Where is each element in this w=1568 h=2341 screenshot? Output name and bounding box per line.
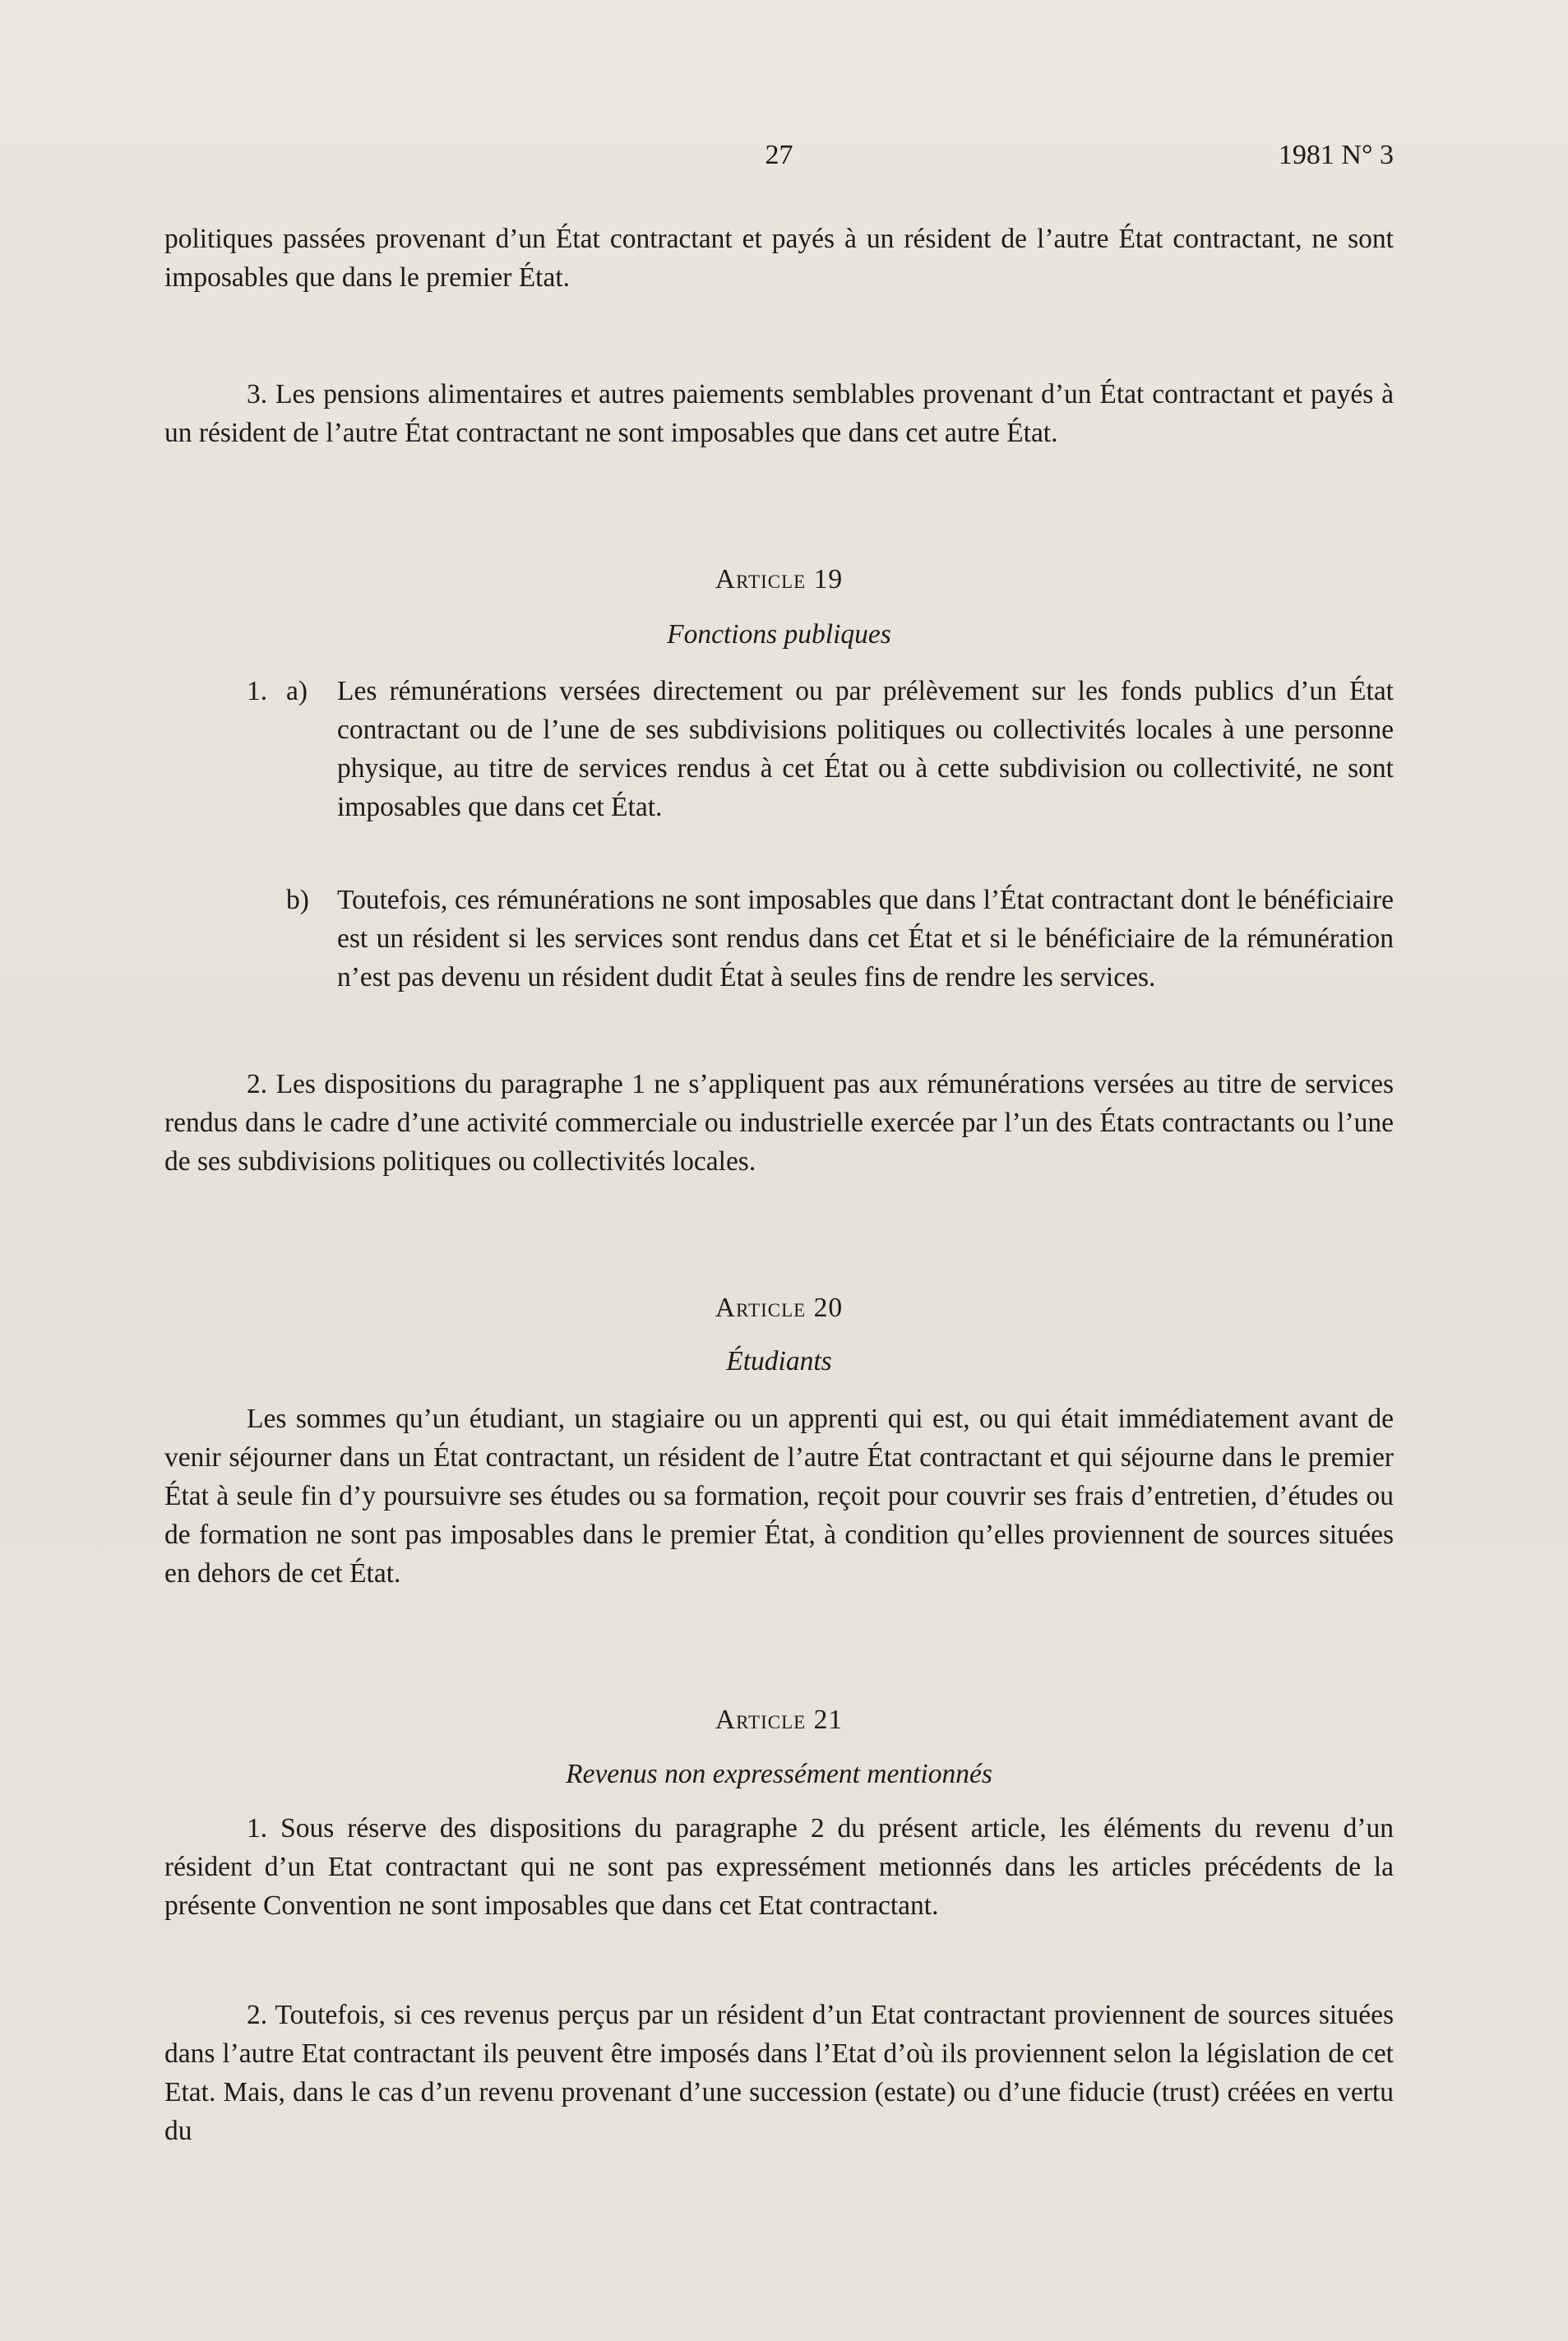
page-number: 27 xyxy=(765,140,793,170)
article-19-paragraph-1a xyxy=(164,672,1394,865)
issue-reference: 1981 N° 3 xyxy=(1278,140,1394,170)
subparagraph-text: Les rémunérations versées directement ou par prélèvement sur les fonds publics d’un État contractant ou de l’une de ses subdivisions politiques ou collectivités locales à une personne physique, au titre de services rendus à cet État ou à cette subdivision ou collectivité, ne sont imposables que dans cet État. xyxy=(337,676,1394,822)
article-21-paragraph-2: 2. Toutefois, si ces revenus perçus par un résident d’un Etat contractant proviennent de sources situées dans l’autre Etat contractant ils peuvent être imposés dans l’Etat d’où ils proviennent selon la législation de cet Etat. Mais, dans le cas d’un revenu provenant d’une succession (estate) ou d’une fiducie (trust) créées en vertu du xyxy=(164,2000,1394,2146)
subparagraph-letter: a) xyxy=(286,676,308,706)
continued-paragraph: politiques passées provenant d’un État contractant et payés à un résident de l’autre État contractant, ne sont imposables que dans le premier État. xyxy=(164,224,1394,293)
article-20-title: Étudiants xyxy=(726,1346,832,1376)
paragraph-3: 3. Les pensions alimentaires et autres paiements semblables provenant d’un État contractant et payés à un résident de l’autre État contractant ne sont imposables que dans cet autre État. xyxy=(164,379,1394,448)
article-20-label: Article 20 xyxy=(715,1293,844,1323)
article-19-paragraph-2: 2. Les dispositions du paragraphe 1 ne s’appliquent pas aux rémunérations versées au titre de services rendus dans le cadre d’une activité commerciale ou industrielle exercée par l’un des États contractants ou l’une de ses subdivisions politiques ou collectivités locales. xyxy=(164,1069,1394,1177)
article-19-label: Article 19 xyxy=(715,564,844,595)
paragraph-number: 1. xyxy=(247,676,268,706)
article-20-text: Les sommes qu’un étudiant, un stagiaire ou un apprenti qui est, ou qui était immédiatement avant de venir séjourner dans un État contractant, un résident de l’autre État contractant et qui séjourne dans le premier État à seule fin d’y poursuivre ses études ou sa formation, reçoit pour couvrir ses frais d’entretien, d’études ou de formation ne sont pas imposables dans le premier État, à condition qu’elles proviennent de sources situées en dehors de cet État. xyxy=(164,1404,1394,1589)
subparagraph-text: Toutefois, ces rémunérations ne sont imposables que dans l’État contractant dont le bénéficiaire est un résident si les services sont rendus dans cet État et si le bénéficiaire de la rémunération n’est pas devenu un résident dudit État à seules fins de rendre les services. xyxy=(337,885,1394,992)
article-19-paragraph-1b xyxy=(164,881,1394,1037)
article-21-label: Article 21 xyxy=(715,1705,844,1735)
article-21-paragraph-1: 1. Sous réserve des dispositions du paragraphe 2 du présent article, les éléments du revenu d’un résident d’un Etat contractant qui ne sont pas expressément metionnés dans les articles précédents de la présente Convention ne sont imposables que dans cet Etat contractant. xyxy=(164,1813,1394,1921)
article-21-title: Revenus non expressément mentionnés xyxy=(566,1759,992,1789)
page-header xyxy=(164,140,1394,183)
subparagraph-letter: b) xyxy=(286,885,309,915)
article-19-title: Fonctions publiques xyxy=(667,619,891,650)
